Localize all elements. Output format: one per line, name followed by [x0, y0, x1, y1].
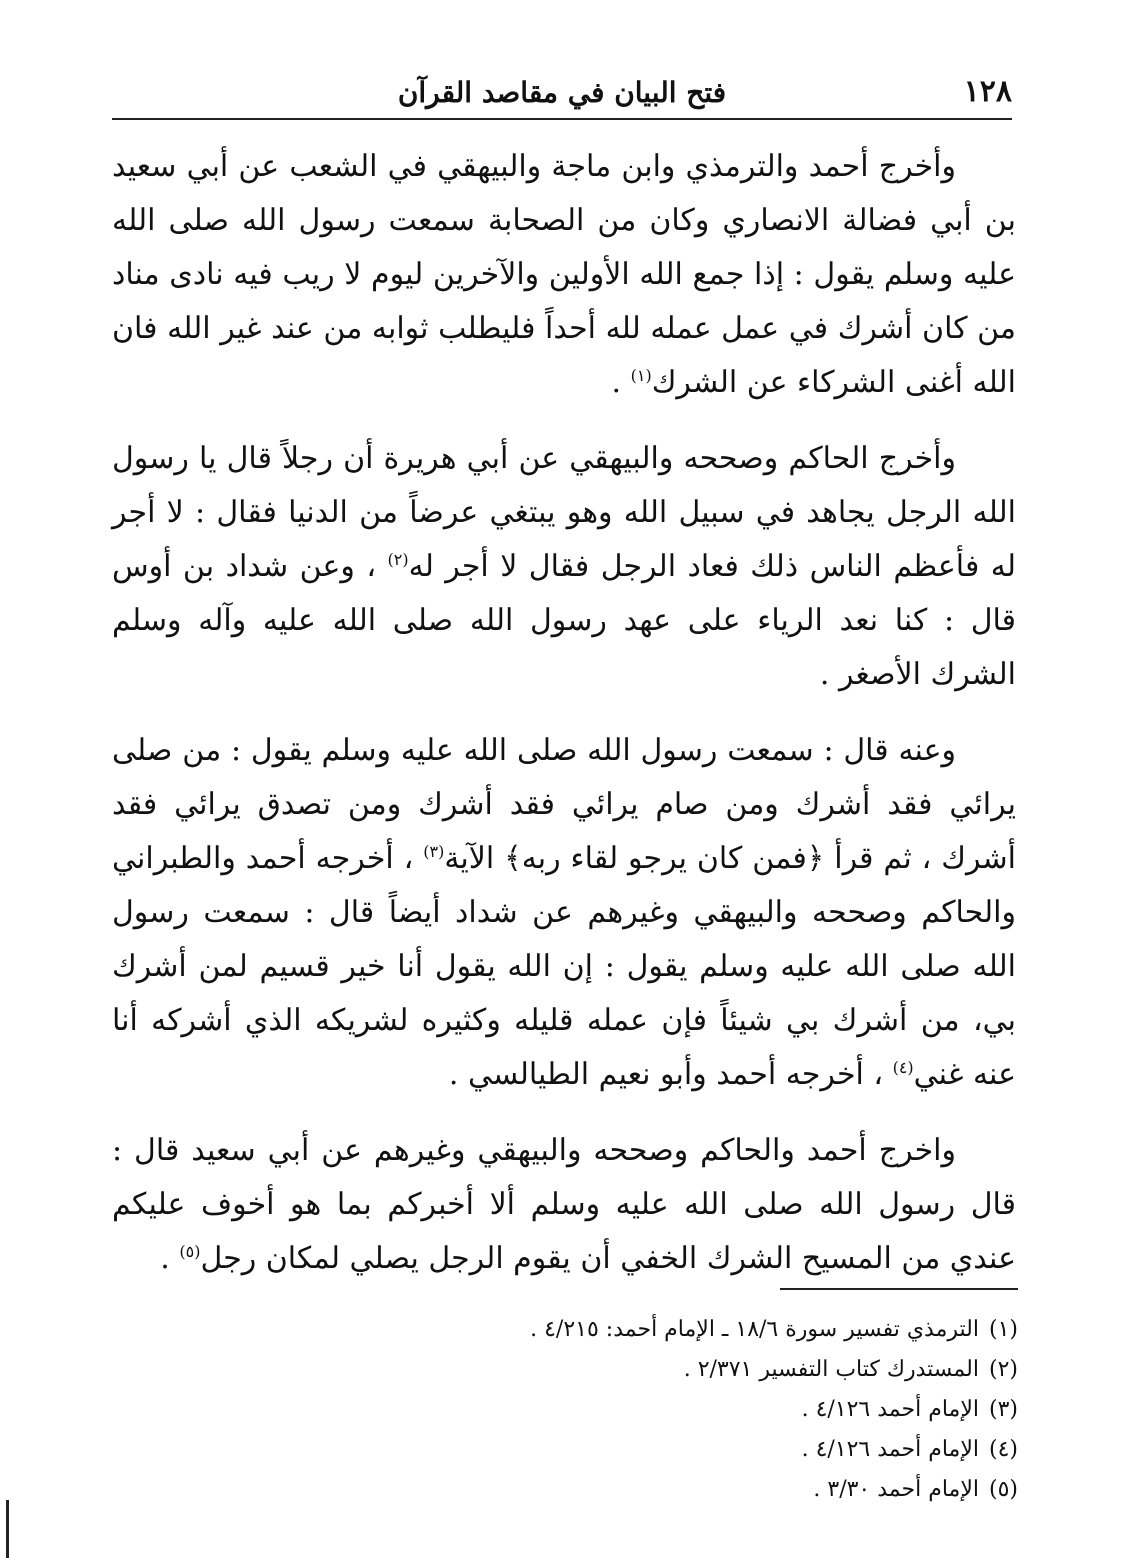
footnote-number: (٣) [988, 1397, 1018, 1422]
footnote-reference: (١) [630, 366, 652, 385]
footnote-reference: (٣) [423, 842, 445, 861]
footnote [318, 1350, 1018, 1390]
footnote-number: (١) [988, 1317, 1018, 1342]
footnote [318, 1390, 1018, 1430]
footnote-divider [780, 1288, 1018, 1290]
paragraph-text: وأخرج الحاكم وصححه والبيهقي عن أبي هريرة أن رجلاً قال يا رسول الله الرجل يجاهد في سبيل الله وهو يبتغي عرضاً من الدنيا فقال : لا أجر له فأعظم الناس ذلك فعاد الرجل فقال لا أجر له [112, 441, 1016, 584]
paragraph-text: وعنه قال : سمعت رسول الله صلى الله عليه وسلم يقول : من صلى يرائي فقد أشرك ومن صام يرائي فقد أشرك ومن تصدق يرائي فقد أشرك ، ثم قرأ ﴿فمن كان يرجو لقاء ربه﴾ الآية [112, 733, 1016, 876]
footnote-text: الإمام أحمد ٤/١٢٦ . [801, 1397, 979, 1422]
paragraph-text: ، أخرجه أحمد وأبو نعيم الطيالسي . [448, 1057, 893, 1092]
footnote-reference: (٢) [387, 550, 409, 569]
footnote-number: (٥) [988, 1477, 1018, 1502]
footnote [318, 1470, 1018, 1510]
paragraph-text: . [160, 1241, 180, 1276]
book-title: فتح البيان في مقاصد القرآن [397, 76, 727, 109]
footnote-number: (٤) [988, 1437, 1018, 1462]
footnotes [318, 1310, 1018, 1510]
paragraph-text: . [611, 365, 631, 400]
page-number: ١٢٨ [963, 74, 1012, 109]
main-text [112, 140, 1016, 1308]
footnote-text: الإمام أحمد ٤/١٢٦ . [801, 1437, 979, 1462]
footnote-text: الترمذي تفسير سورة ١٨/٦ ـ الإمام أحمد: ٤/٢١٥ . [530, 1317, 979, 1342]
footnote-number: (٢) [988, 1357, 1018, 1382]
paragraph [112, 432, 1016, 702]
page-header [112, 70, 1012, 120]
paragraph [112, 724, 1016, 1102]
paragraph-text: وأخرج أحمد والترمذي وابن ماجة والبيهقي في الشعب عن أبي سعيد بن أبي فضالة الانصاري وكان من الصحابة سمعت رسول الله صلى الله عليه وسلم يقول : إذا جمع الله الأولين والآخرين ليوم لا ريب فيه نادى مناد من كان أشرك في عمل عمله لله أحداً فليطلب ثوابه من عند غير الله فان الله أغنى الشركاء عن الشرك [112, 149, 1016, 400]
footnote-text: الإمام أحمد ٣/٣٠ . [813, 1477, 979, 1502]
footnote-text: المستدرك كتاب التفسير ٢/٣٧١ . [683, 1357, 979, 1382]
paragraph [112, 140, 1016, 410]
footnote [318, 1430, 1018, 1470]
footnote [318, 1310, 1018, 1350]
footnote-reference: (٥) [179, 1242, 201, 1261]
paragraph-text: واخرج أحمد والحاكم وصححه والبيهقي وغيرهم عن أبي سعيد قال : قال رسول الله صلى الله عليه وسلم ألا أخبركم بما هو أخوف عليكم عندي من المسيح الشرك الخفي أن يقوم الرجل يصلي لمكان رجل [112, 1133, 1016, 1276]
footnote-reference: (٤) [892, 1058, 914, 1077]
page-edge-mark [6, 1500, 9, 1558]
paragraph [112, 1124, 1016, 1286]
paragraph-text: ، أخرجه أحمد والطبراني والحاكم وصححه والبيهقي وغيرهم عن شداد أيضاً قال : سمعت رسول الله صلى الله عليه وسلم يقول : إن الله يقول أنا خير قسيم لمن أشرك بي، من أشرك بي شيئاً فإن عمله قليله وكثيره لشريكه الذي أشركه أنا عنه غني [112, 841, 1016, 1092]
paragraph-text: ، وعن شداد بن أوس قال : كنا نعد الرياء على عهد رسول الله صلى الله عليه وآله وسلم الشرك الأصغر . [112, 549, 1016, 692]
